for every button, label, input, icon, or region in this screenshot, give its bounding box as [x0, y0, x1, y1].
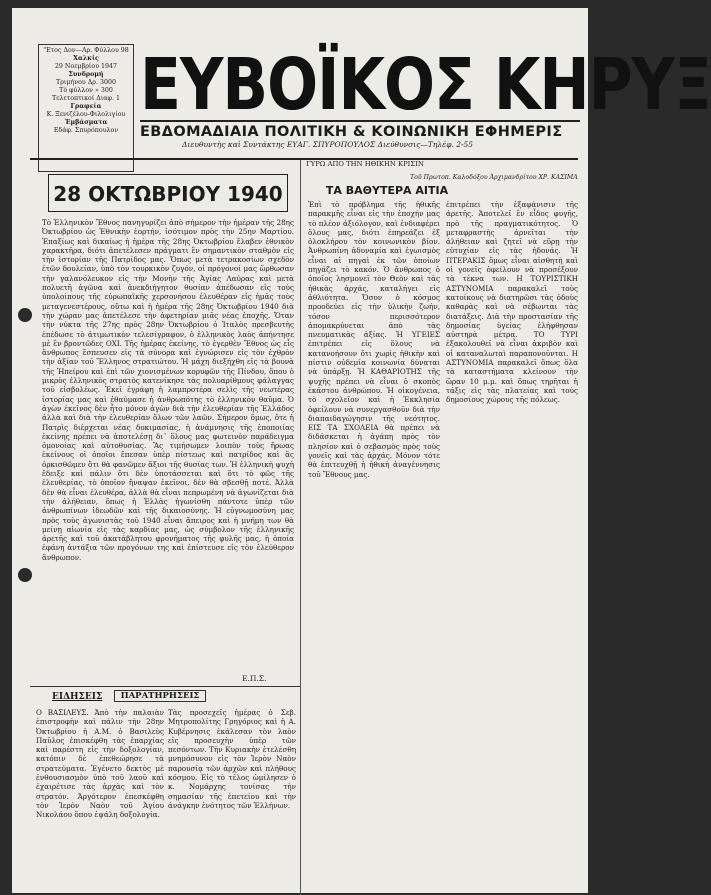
left-article-body: Τὸ Ἑλληνικὸν Ἔθνος πανηγυρίζει ἀπὸ σήμερον τὴν ἡμέραν τῆς 28ης Ὀκτωβρίου ὡς Ἐθνικὴν ἑορτήν, ἰσότιμον πρὸς τὴν 25ην Μαρτίου. Ἐπαξίως καὶ δικαίως ἡ ἡμέρα τῆς 28ης Ὀκτωβρίου ἔλαβεν ἐθνικὸν χαρακτῆρα, διότι ἀπετέλεσεν πράγματι ἓν σημαντικὸν σταθμὸν εἰς τὴν ἱστορίαν τῆς Πατρίδος μας. Ὅπως μετὰ τετρακοσίων σχεδὸν ἐτῶν δουλείαν, ὑπὸ τὸν τουρκικὸν ζυγόν, οἱ πρόγονοί μας ὥρθωσαν τὴν γαλανόλευκον εἰς τὴν Μονὴν τῆς Ἁγίας Λαύρας καὶ μετὰ πολυετῆ ἀγῶνα καὶ ἀνεκδιήγητον θυσίαν ἀπέδωσαν εἰς τοὺς ὑπολοίπους τῆς εὐρωπαϊκῆς χερσονήσου ἐλευθέραν εἰς ἡμᾶς τοὺς μεταγενεστέρους, οὕτω καὶ ἡ ἡμέρα τῆς 28ης Ὀκτωβρίου 1940 διὰ τὴν χώραν μας ἀπετέλεσε τὴν ἀφετηρίαν μιᾶς νέας ἐποχῆς. Ὅταν τὴν νύκτα τῆς 27ης πρὸς 28ην Ὀκτωβρίου ὁ Ἰταλὸς πρεσβευτὴς ἐπέδωσε τὸ ἀτιμωτικὸν τελεσίγραφον, ὁ ἑλληνικὸς λαὸς ἀπήντησε μὲ ἓν βροντῶδες ΟΧΙ. Τῆς ἡμέρας ἐκείνης, τὸ ἐγερθὲν Ἔθνος ὡς εἷς ἄνθρωπος ἔσπευσεν εἰς τὰ σύνορα καὶ ἐγνώρισεν εἰς τὸν ἐχθρὸν τὴν ἀξίαν τοῦ Ἕλληνος στρατιώτου. Ἡ μάχη διεξήχθη εἰς τὰ βουνὰ τῆς Ἠπείρου καὶ ἐπὶ τῶν χιονισμένων κορυφῶν τῆς Πίνδου, ὅπου ὁ μικρὸς ἑλληνικὸς στρατὸς κατενίκησε τὰς πολυαρίθμους φάλαγγας τοῦ εἰσβολέως. Ἐκεῖ ἐγράφη ἡ λαμπροτέρα σελὶς τῆς νεωτέρας ἱστορίας μας καὶ ἐθαύμασε ἡ ἀνθρωπότης τὸ ἑλληνικὸν θαῦμα. Ὁ ἀγὼν ἐκεῖνος δὲν ἦτο μόνον ἀγὼν διὰ τὴν ἐλευθερίαν τῆς Ἑλλάδος ἀλλὰ καὶ διὰ τὴν ἐλευθερίαν ὅλων τῶν λαῶν. Σήμερον ὅμως, ὅτε ἡ Πατρὶς διέρχεται νέας δοκιμασίας, ἡ ἀνάμνησις τῆς ἐποποιίας ἐκείνης πρέπει νὰ ἀποτελέσῃ δι᾽ ὅλους μας φωτεινὸν παράδειγμα ὁμονοίας καὶ αὐτοθυσίας. Ἂς τιμήσωμεν λοιπὸν τοὺς ἥρωας ἐκείνους οἱ ὁποῖοι ἔπεσαν ὑπὲρ πίστεως καὶ πατρίδος καὶ ἂς ὀρκισθῶμεν ὅτι θὰ φανῶμεν ἄξιοι τῆς θυσίας των. Ἡ ἑλληνικὴ ψυχὴ ἔδειξε καὶ πάλιν ὅτι δὲν ὑποτάσσεται καὶ ὅτι τὸ φῶς τῆς ἐλευθερίας, τὸ ὁποῖον ἤναψαν ἐκεῖνοι, δὲν θὰ σβεσθῇ ποτέ. Ἀλλὰ δὲν θὰ εἶναι ἐλευθέρα, ἀλλὰ θὰ εἶναι πεπρωμένη νὰ ἀγωνίζεται διὰ τὴν ἀλήθειαν, ὅπως ἡ Ἑλλὰς ἠγωνίσθη πάντοτε ὑπὲρ τῶν ἀνθρωπίνων ἰδεωδῶν καὶ τῆς δικαιοσύνης. Ἡ εὐγνωμοσύνη μας πρὸς τοὺς ἀγωνιστὰς τοῦ 1940 εἶναι ἄπειρος καὶ ἡ μνήμη των θὰ μείνῃ αἰωνία εἰς τὰς καρδίας μας, ὡς σύμβολον τῆς ἑλληνικῆς ἀρετῆς καὶ τοῦ ἀκατάβλητου φρονήματος τῆς φυλῆς μας, ἡ ὁποία ἐφάνη ἀντάξια τῶν προγόνων της καὶ ἐπίστευσε εἰς τὸν ἐλεύθερον ἄνθρωπον.	[42, 218, 294, 562]
right-section-header: ΓΥΡΩ ΑΠΟ ΤΗΝ ΗΘΙΚΗΝ ΚΡΙΣΙΝ	[306, 160, 424, 168]
info-line: Τριμήνου Δρ. 3000	[56, 79, 116, 86]
info-line: Χαλκίς	[73, 55, 99, 62]
news-column-b: Τὰς προσεχεῖς ἡμέρας ὁ Σεβ. Μητροπολίτης Γρηγόριος καὶ ἡ Α. Κυβέρνησις ἐκάλεσαν τὸν λαὸν εἰς προσευχὴν ὑπὲρ τῶν πεσόντων. Τὴν Κυριακὴν ἐτελέσθη μνημόσυνον εἰς τὸν Ἱερὸν Ναὸν παρουσίᾳ τῶν ἀρχῶν καὶ πλήθους κόσμου. Εἰς τὸ τέλος ὡμίλησεν ὁ κ. Νομάρχης τονίσας τὴν σημασίαν τῆς ἐπετείου καὶ τὴν ἀνάγκην ἑνότητος τῶν Ἑλλήνων.	[168, 708, 296, 810]
remarks-label: ΠΑΡΑΤΗΡΗΣΕΙΣ	[114, 690, 206, 702]
info-line: Γραφεία	[70, 103, 102, 110]
right-article-title: ΤΑ ΒΑΘΥΤΕΡΑ ΑΙΤΙΑ	[325, 184, 449, 197]
article-signature: Ε.Π.Σ.	[242, 674, 267, 683]
right-byline: Τοῦ Πρωτοπ. Καλοδόξου Ἀρχιμανδρίτου ΧΡ. ΚΑΣΙΜΑ	[410, 174, 578, 181]
punch-hole	[18, 568, 32, 582]
masthead: ΕΥΒΟΪΚΟΣ ΚΗΡΥΞ	[140, 44, 711, 127]
right-column-c: Ἐπὶ τὸ πρόβλημα τῆς ἠθικῆς παρακμῆς εἶναι εἰς τὴν ἐποχήν μας τὸ πλέον ἀξιόλογον, καὶ ἐνδιαφέρει ὅλους μας, διότι ἐπηρεάζει ἐξ ὁλοκλήρου τὸν κοινωνικὸν βίον. Ἀνθρωπίνη ἀδυναμία καὶ ἐγωισμὸς εἶναι αἱ πηγαὶ ἐκ τῶν ὁποίων πηγάζει τὸ κακόν. Ὁ ἄνθρωπος ὁ ὁποῖος λησμονεῖ τὸν Θεὸν καὶ τὰς ἠθικὰς ἀρχάς, καταλήγει εἰς ἀθλιότητα. Ὅσον ὁ κόσμος προοδεύει εἰς τὴν ὑλικὴν ζωήν, τόσον περισσότερον ἀπομακρύνεται ἀπὸ τὰς πνευματικὰς ἀξίας. Ἡ ΥΓΕΙΕΣ ἐπιτρέπει εἰς ὅλους νὰ κατανοήσουν ὅτι χωρὶς ἠθικὴν καὶ πίστιν οὐδεμία κοινωνία δύναται νὰ ὑπάρξῃ. Ἡ ΚΑΘΑΡΙΟΤΗΣ τῆς ψυχῆς πρέπει νὰ εἶναι ὁ σκοπὸς ἑκάστου ἀνθρώπου. Ἡ οἰκογένεια, τὸ σχολεῖον καὶ ἡ Ἐκκλησία ὀφείλουν νὰ συνεργασθοῦν διὰ τὴν διαπαιδαγώγησιν τῆς νεότητος. ΕΙΣ ΤΑ ΣΧΟΛΕΙΑ θὰ πρέπει νὰ διδάσκεται ἡ ἀγάπη πρὸς τὸν πλησίον καὶ ὁ σεβασμὸς πρὸς τοὺς γονεῖς καὶ τὰς ἀρχάς. Μόνον τότε θὰ ἐπιτευχθῇ ἡ ἠθικὴ ἀναγέννησις τοῦ Ἔθνους μας.	[308, 200, 440, 479]
info-line: 29 Νοεμβρίου 1947	[54, 63, 118, 70]
info-line: Συνδρομή	[68, 71, 104, 78]
right-column-d: ἐπιτρέπει τὴν ἐξαφάνισιν τῆς ἀρετῆς. Ἀποτελεῖ ἓν εἶδος φυγῆς, πρὸ τῆς πραγματικότητος. Ὁ μεταφραστὴς ἀρνεῖται τὴν ἀλήθειαν καὶ ζητεῖ νὰ εὕρῃ τὴν εὐτυχίαν εἰς τὰς ἡδονάς. Ἡ ΠΤΕΡΑΚΙΣ ὅμως εἶναι αἰσθητὴ καὶ οἱ γονεῖς ὀφείλουν νὰ προσέξουν τὰ τέκνα των. Η ΤΟΥΡΙΣΤΙΚΗ ΑΣΤΥΝΟΜΙΑ παρακαλεῖ τοὺς κατοίκους νὰ διατηρῶσι τὰς ὁδοὺς καθαρὰς καὶ νὰ σέβωνται τὰς διατάξεις. Διὰ τὴν προστασίαν τῆς δημοσίας ὑγείας ἐλήφθησαν αὐστηρὰ μέτρα. ΤΟ ΤΥΡΙ ἐξακολουθεῖ νὰ εἶναι ἀκριβὸν καὶ οἱ καταναλωταὶ παραπονοῦνται. Η ΑΣΤΥΝΟΜΙΑ παρακαλεῖ ὅπως ὅλα τὰ καταστήματα κλείνουν τὴν ὥραν 10 μ.μ. καὶ ὅπως τηρῆται ἡ τάξις εἰς τὰς πλατείας καὶ τοὺς δημοσίους χώρους τῆς πόλεως.	[446, 200, 578, 405]
info-line: Εδάφ. Σπυρόπουλον	[53, 127, 119, 134]
info-line: Ἐμβάσματα	[64, 119, 108, 126]
info-line: "Ετος Δον—Αρ. Φύλλου 98	[43, 47, 129, 54]
editor-line: Διευθυντὴς καὶ Συντάκτης ΕΥΑΓ. ΣΠΥΡΟΠΟΥΛΟΣ Διεύθυνσις—Τηλέφ. 2-55	[182, 140, 474, 149]
info-line: Τελετοπτικοί Διαφ. 1	[52, 95, 120, 102]
news-column-a: Ο ΒΑΣΙΛΕΥΣ. Ἀπὸ τὴν παλαιὰν ἐπιστροφὴν καὶ πάλιν τὴν 28ην Ὀκτωβρίου ἡ Α.Μ. ὁ Βασιλεὺς Παῦλος ἐπισκέφθη τὰς ἐπαρχίας καὶ παρέστη εἰς τὴν δοξολογίαν, κατόπιν δὲ ἐπεθεώρησε τὰ στρατεύματα. Ἐγένετο δεκτὸς μὲ ἐνθουσιασμὸν ὑπὸ τοῦ λαοῦ καὶ ἐχαιρέτισε τὰς ἀρχὰς καὶ τὸν στρατόν. Ἀργότερον ἐπεσκέφθη τὸν Ἱερὸν Ναὸν τοῦ Ἁγίου Νικολάου ὅπου ἐψάλη δοξολογία.	[36, 708, 164, 820]
info-line: Τὸ φύλλον » 300	[59, 87, 113, 94]
left-article-title: 28 ΟΚΤΩΒΡΙΟΥ 1940	[48, 174, 288, 212]
punch-hole	[18, 308, 32, 322]
masthead-subtitle: ΕΒΔΟΜΑΔΙΑΙΑ ΠΟΛΙΤΙΚΗ & ΚΟΙΝΩΝΙΚΗ ΕΦΗΜΕΡΙΣ	[140, 120, 580, 140]
news-label: ΕΙΔΗΣΕΙΣ	[52, 692, 103, 702]
section-rule	[30, 686, 300, 687]
info-box	[38, 44, 134, 172]
column-rule	[300, 160, 301, 895]
info-line: Κ. Ξενιζέλου-Φιλολιγίου	[46, 111, 126, 118]
newspaper-page	[12, 8, 711, 893]
